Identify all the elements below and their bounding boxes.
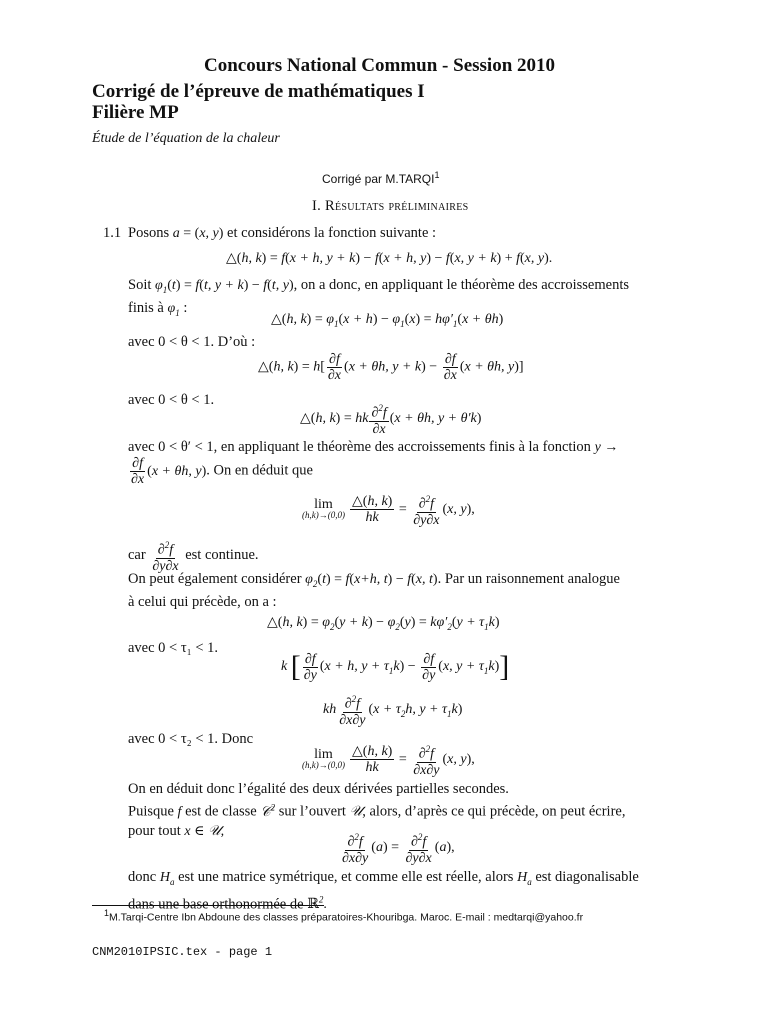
equation-phi1: △(h, $k) = \varphi_1(x + h) - \varphi_1(x) = h\varphi'_1(x + \theta h)$	[271, 312, 504, 329]
text-on-peut-ecrire: , alors, d’après ce qui précède, on peut écrire,	[362, 803, 626, 820]
item-number: 1.1	[103, 225, 122, 241]
text-ouvert: sur l’ouvert	[278, 803, 346, 820]
text-est-continue: est continue.	[185, 547, 259, 564]
footnote	[104, 908, 583, 924]
text-diagonalisable: est diagonalisable	[535, 869, 639, 885]
equation-bracket-k: k [ $\frac{\partial f}{\partial y}$ (x + h, $y + \tau_1k$) − $\frac{\partial f}{\partial y}$ (x, $y + \tau_1k$)]	[281, 650, 510, 683]
text-considerons: et considérons la fonction suivante :	[227, 225, 437, 241]
text-on-en-deduit-que: . On en déduit que	[206, 462, 313, 479]
math-ha-2: $H_a$	[517, 870, 532, 887]
text-finis-a: finis à	[128, 299, 164, 316]
footnote-text: M.Tarqi-Centre Ibn Abdoune des classes préparatoires-Khouribga. Maroc. E-mail : medtarqi@yahoo.fr	[109, 911, 584, 924]
math-ha: $H_a$	[159, 870, 175, 887]
math-mixed-partial: $\frac{\partial^2f}{\partial y\partial x}$	[152, 540, 179, 574]
equation-limit-1: lim (h,k)→(0,0) $\frac{\triangle(h, k)}{hk}$ = $\frac{\partial^2f}{\partial y\partial x}$ (x, y),	[302, 494, 475, 528]
text-soit: Soit	[128, 277, 152, 293]
math-u: 𝒰	[349, 804, 363, 820]
text-donc: donc	[128, 869, 157, 885]
text-on-peut: On peut également considérer	[128, 571, 302, 587]
author-footnote-mark: 1	[434, 170, 440, 180]
math-f: f	[177, 804, 182, 820]
equation-schwarz: $\frac{\partial^2f}{\partial x\partial y}$ (a) = $\frac{\partial^2f}{\partial y\partial x}$ (a),	[342, 832, 455, 866]
equation-delta-def: △(h, k) = f(x + h, y + k) − f(x + h, y) − f(x, y + k) + f(x, y).	[226, 251, 553, 266]
equation-phi2: △(h, $k) = \varphi_2(y + k) - \varphi_2(y) = k\varphi'_2(y + \tau_1k)$	[267, 615, 500, 632]
text-egalite: On en déduit donc l’égalité des deux dérivées partielles secondes.	[128, 781, 509, 797]
text-avec-theta-1: avec 0 < θ < 1. D’où :	[128, 334, 256, 350]
equation-partial-diff: △(h, k) = h[ $\frac{\partial f}{\partial x}$ (x + θh, y + k) − $\frac{\partial f}{\partial x}$ (x + θh, y)]	[258, 352, 524, 383]
text-car: car	[128, 547, 146, 564]
text-posons: Posons	[128, 225, 170, 241]
footnote-mark: 1	[104, 908, 110, 918]
math-r2: ℝ$^2$.	[307, 894, 327, 913]
paragraph-on-en-deduit	[128, 456, 313, 487]
text-avec-theta-prime: avec 0 < θ′ < 1, en appliquant le théorème des accroissements finis à la fonction	[128, 439, 591, 455]
text-symetrique: est une matrice symétrique, et comme elle est réelle, alors	[178, 869, 514, 885]
math-y-arrow: y →	[594, 440, 619, 455]
math-phi1-def: $\varphi_1(t) = f(t$, y + k) − f(t, y)	[155, 278, 294, 295]
math-a-def: a = (x, y)	[172, 226, 224, 241]
equation-kh-mixed: kh $\frac{\partial^2f}{\partial x\partial y}$ ($x + \tau_2h$, $y + \tau_1k$)	[323, 694, 463, 728]
paragraph-theta-prime	[128, 438, 688, 457]
text-base-orthonormee: dans une base orthonormée de	[128, 896, 304, 913]
paragraph-considerer	[128, 570, 688, 611]
text-puisque: Puisque	[128, 803, 174, 820]
text-avec-tau1: avec 0 < τ₁ < 1.	[128, 640, 219, 656]
paragraph-car	[128, 538, 259, 574]
math-c2: 𝒞$^2$	[260, 802, 276, 820]
math-phi2-def: $\varphi_2(t) = f(x+h$, t) − f(x, t)	[305, 572, 438, 589]
subtitle-line-2: Filière MP	[92, 102, 179, 123]
text-pour-tout: pour tout	[128, 822, 181, 839]
author-line	[322, 170, 439, 186]
footnote-rule	[92, 905, 324, 906]
document-subtitle	[92, 81, 425, 123]
topic-line: Étude de l’équation de la chaleur	[92, 131, 280, 146]
text-classe: est de classe	[185, 803, 257, 820]
text-celui-qui-precede: à celui qui précède, on a :	[128, 593, 277, 610]
equation-second-deriv: △(h, k) = hk $\frac{\partial^2f}{\partial x}$ (x + θh, y + θ′k)	[300, 403, 482, 437]
text-raisonnement: . Par un raisonnement analogue	[437, 571, 620, 587]
text-avec-theta-2: avec 0 < θ < 1.	[128, 392, 215, 408]
section-title: I. Résultats préliminaires	[312, 198, 469, 214]
math-phi1: $\varphi_1$	[167, 300, 180, 318]
document-title: Concours National Commun - Session 2010	[204, 55, 556, 76]
math-df-dx: $\frac{\partial f}{\partial x}$ (x + θh, y)	[131, 456, 207, 487]
page-footer: CNM2010IPSIC.tex - page 1	[92, 945, 273, 959]
text-on-a-donc: , on a donc, en appliquant le théorème des accroissements	[293, 277, 630, 293]
equation-limit-2: lim (h,k)→(0,0) $\frac{\triangle(h, k)}{hk}$ = $\frac{\partial^2f}{\partial x\partial y}$ (x, y),	[302, 744, 475, 778]
subtitle-line-1: Corrigé de l’épreuve de mathématiques I	[92, 81, 425, 102]
paragraph-posons	[128, 224, 436, 243]
text-colon: :	[183, 299, 188, 316]
math-x-in-u: x ∈ 𝒰,	[184, 823, 225, 839]
text-avec-tau2: avec 0 < τ₂ < 1. Donc	[128, 731, 254, 747]
author-name: Corrigé par M.TARQI	[322, 172, 435, 186]
